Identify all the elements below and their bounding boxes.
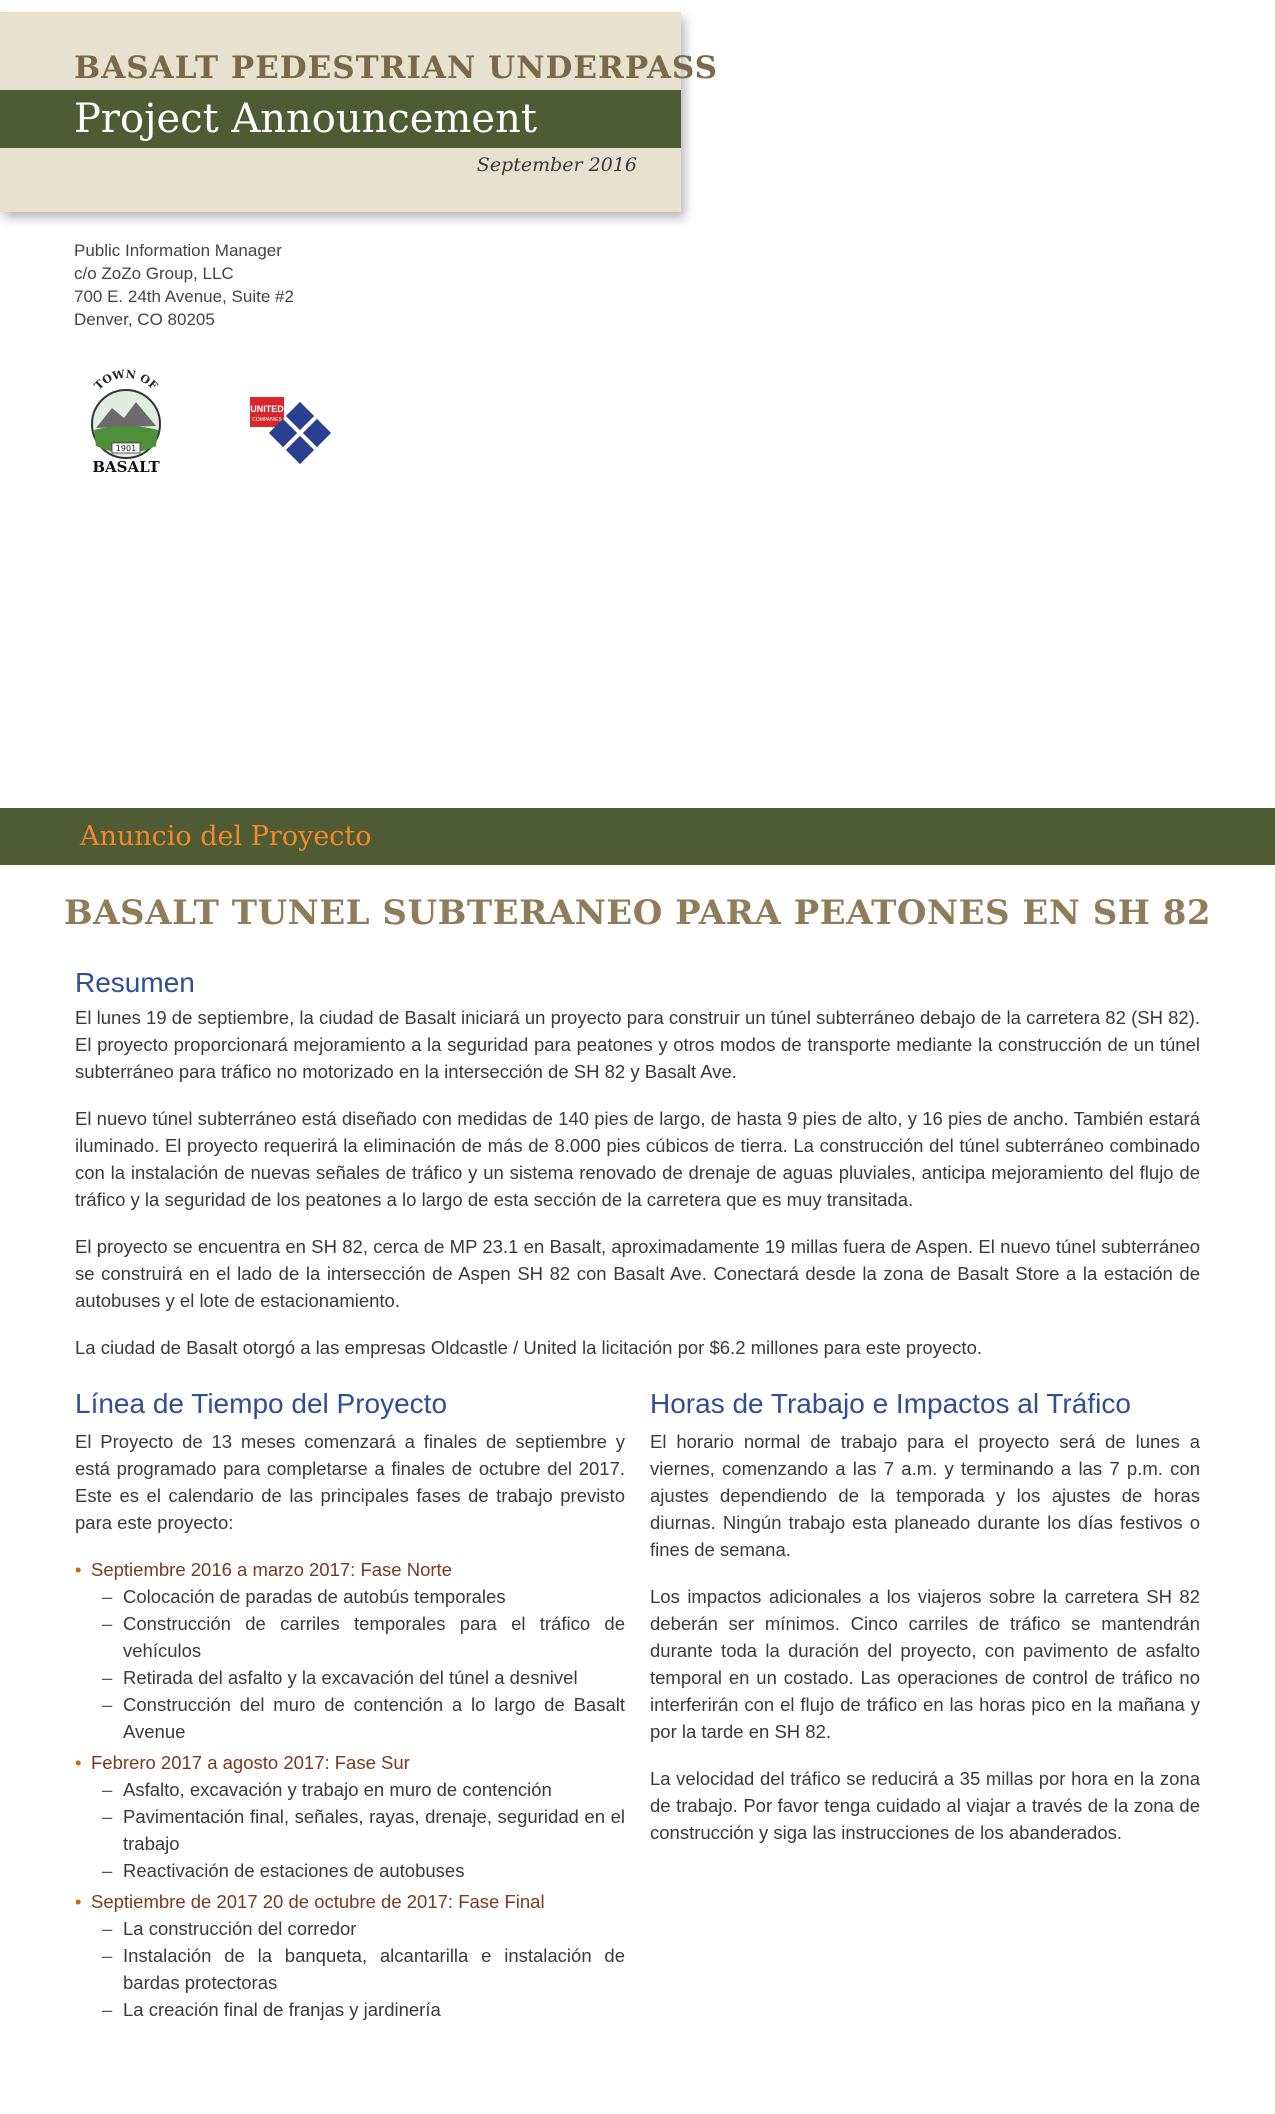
series-title: BASALT PEDESTRIAN UNDERPASS (74, 50, 719, 86)
svg-text:UNITED: UNITED (250, 404, 284, 414)
document-title: Project Announcement (74, 96, 537, 142)
list-item: – Construcción de carriles temporales para el tráfico de vehículos (102, 1613, 625, 1661)
list-item: – Reactivación de estaciones de autobuses (102, 1860, 465, 1881)
phase-label: • Septiembre 2016 a marzo 2017: Fase Norte (75, 1556, 625, 1583)
phase-label: • Septiembre de 2017 20 de octubre de 2017: Fase Final (75, 1888, 625, 1915)
summary-paragraph: El lunes 19 de septiembre, la ciudad de Basalt iniciará un proyecto para construir un túnel subterráneo debajo de la carretera 82 (SH 82). El proyecto proporcionará mejoramiento a la seguridad para peatones y otros modos de transporte mediante la construcción de un túnel subterráneo para tráfico no motorizado en la intersección de SH 82 y Basalt Ave. (75, 1007, 1200, 1082)
list-item: – La creación final de franjas y jardinería (102, 1999, 441, 2020)
header-card (0, 12, 719, 212)
list-item: – Colocación de paradas de autobús temporales (102, 1586, 506, 1607)
list-item: – Asfalto, excavación y trabajo en muro de contención (102, 1779, 552, 1800)
town-of-basalt-logo (76, 366, 176, 476)
phase-block (75, 1556, 625, 1745)
united-companies-logo (248, 395, 338, 469)
hours-paragraph: El horario normal de trabajo para el proyecto será de lunes a viernes, comenzando a las 7 a.m. y terminando a las 7 p.m. con ajustes dependiendo de la temporada y los ajustes de horas diurnas. Ningún trabajo esta planeado durante los días festivos o fines de semana. (650, 1431, 1200, 1560)
summary-paragraph: El nuevo túnel subterráneo está diseñado con medidas de 140 pies de largo, de hasta 9 pies de alto, y 16 pies de ancho. También estará iluminado. El proyecto requerirá la eliminación de más de 8.000 pies cúbicos de tierra. La construcción del túnel subterráneo combinado con la instalación de nuevas señales de tráfico y un sistema renovado de drenaje de aguas pluviales, anticipa mejoramiento del flujo de tráfico y la seguridad de los peatones a lo largo de esta sección de la carretera que es muy transitada. (75, 1108, 1200, 1210)
timeline-column (75, 1388, 625, 2023)
phase-label: • Febrero 2017 a agosto 2017: Fase Sur (75, 1749, 625, 1776)
list-item: – Construcción del muro de contención a lo largo de Basalt Avenue (102, 1694, 625, 1742)
section-band (0, 808, 1275, 865)
list-item: – Retirada del asfalto y la excavación del túnel a desnivel (102, 1667, 578, 1688)
mailing-address (74, 239, 294, 331)
hours-heading: Horas de Trabajo e Impactos al Tráfico (650, 1388, 1131, 1419)
list-item: – Instalación de la banqueta, alcantarilla e instalación de bardas protectoras (102, 1945, 625, 1993)
phase-block (75, 1749, 625, 1884)
list-item: – Pavimentación final, señales, rayas, drenaje, seguridad en el trabajo (102, 1806, 625, 1854)
svg-text:BASALT: BASALT (92, 458, 160, 476)
summary-heading: Resumen (75, 967, 195, 998)
summary-body (75, 1004, 1200, 1381)
bullet-icon: • (75, 1752, 82, 1773)
svg-text:TOWN OF: TOWN OF (91, 367, 161, 393)
svg-text:1901: 1901 (115, 444, 137, 453)
main-heading: BASALT TUNEL SUBTERANEO PARA PEATONES EN SH 82 (63, 893, 1212, 933)
timeline-heading: Línea de Tiempo del Proyecto (75, 1388, 448, 1419)
bullet-icon: • (75, 1559, 82, 1580)
title-band (0, 90, 681, 148)
list-item: – La construcción del corredor (102, 1918, 357, 1939)
svg-text:COMPANIES: COMPANIES (252, 417, 282, 423)
address-line: 700 E. 24th Avenue, Suite #2 (74, 287, 294, 306)
address-line: c/o ZoZo Group, LLC (74, 264, 234, 283)
hours-paragraph: Los impactos adicionales a los viajeros sobre la carretera SH 82 deberán ser mínimos. Cinco carriles de tráfico se mantendrán durante toda la duración del proyecto, con pavimento de asfalto temporal en un costado. Las operaciones de control de tráfico no interferirán con el flujo de tráfico en las horas pico en la mañana y por la tarde en SH 82. (650, 1586, 1200, 1742)
summary-paragraph: El proyecto se encuentra en SH 82, cerca de MP 23.1 en Basalt, aproximadamente 19 millas fuera de Aspen. El nuevo túnel subterráneo se construirá en el lado de la intersección de Aspen SH 82 con Basalt Ave. Conectará desde la zona de Basalt Store a la estación de autobuses y el lote de estacionamiento. (75, 1236, 1200, 1311)
address-line: Public Information Manager (74, 241, 282, 260)
bullet-icon: • (75, 1891, 82, 1912)
hours-column (650, 1388, 1200, 1866)
document-date: September 2016 (476, 154, 637, 176)
address-line: Denver, CO 80205 (74, 310, 215, 329)
phase-block (75, 1888, 625, 2023)
section-band-label: Anuncio del Proyecto (80, 821, 372, 852)
summary-paragraph: La ciudad de Basalt otorgó a las empresas Oldcastle / United la licitación por $6.2 millones para este proyecto. (75, 1337, 982, 1358)
hours-paragraph: La velocidad del tráfico se reducirá a 35 millas por hora en la zona de trabajo. Por favor tenga cuidado al viajar a través de la zona de construcción y siga las instrucciones de los abanderados. (650, 1768, 1200, 1843)
timeline-intro: El Proyecto de 13 meses comenzará a finales de septiembre y está programado para completarse a finales de octubre del 2017. Este es el calendario de las principales fases de trabajo previsto para este proyecto: (75, 1431, 625, 1533)
